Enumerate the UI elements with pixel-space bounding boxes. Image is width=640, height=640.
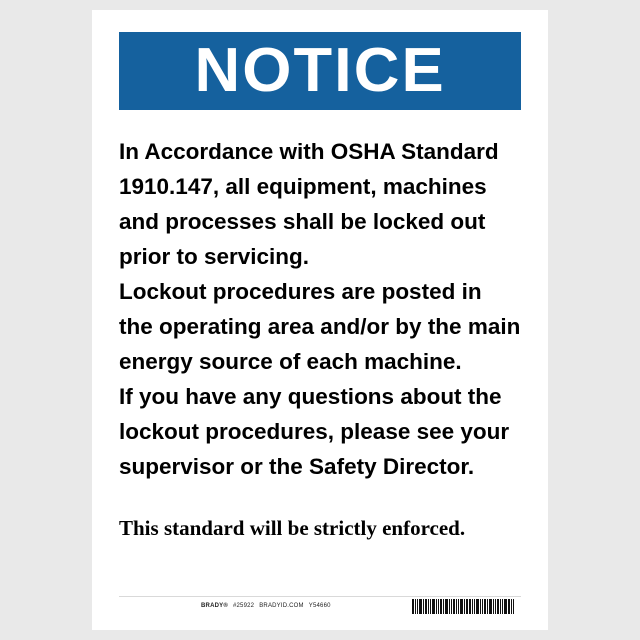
sign-paragraph-1: In Accordance with OSHA Standard 1910.147, all equipment, machines and processes shall be locked out prior to servicing.	[119, 139, 499, 269]
footer-divider	[119, 596, 521, 597]
notice-header-band	[119, 32, 521, 110]
osha-notice-sign	[92, 10, 548, 630]
footer-brand-site: BRADYID.COM	[259, 603, 304, 609]
footer-item-code: Y54660	[308, 603, 331, 609]
footer-brand-block	[119, 603, 331, 609]
sign-paragraph-3: If you have any questions about the lockout procedures, please see your supervisor or the Safety Director.	[119, 384, 510, 479]
notice-header-text: NOTICE	[194, 36, 446, 105]
brady-logo-text: BRADY®	[201, 603, 228, 609]
sign-footer	[119, 598, 521, 614]
sign-paragraph-2: Lockout procedures are posted in the operating area and/or by the main energy source of each machine.	[119, 279, 521, 374]
footer-part-number: #25922	[232, 603, 255, 609]
sign-closing-statement: This standard will be strictly enforced.	[119, 516, 466, 540]
barcode-icon	[412, 599, 515, 614]
sign-body-text	[119, 134, 521, 484]
